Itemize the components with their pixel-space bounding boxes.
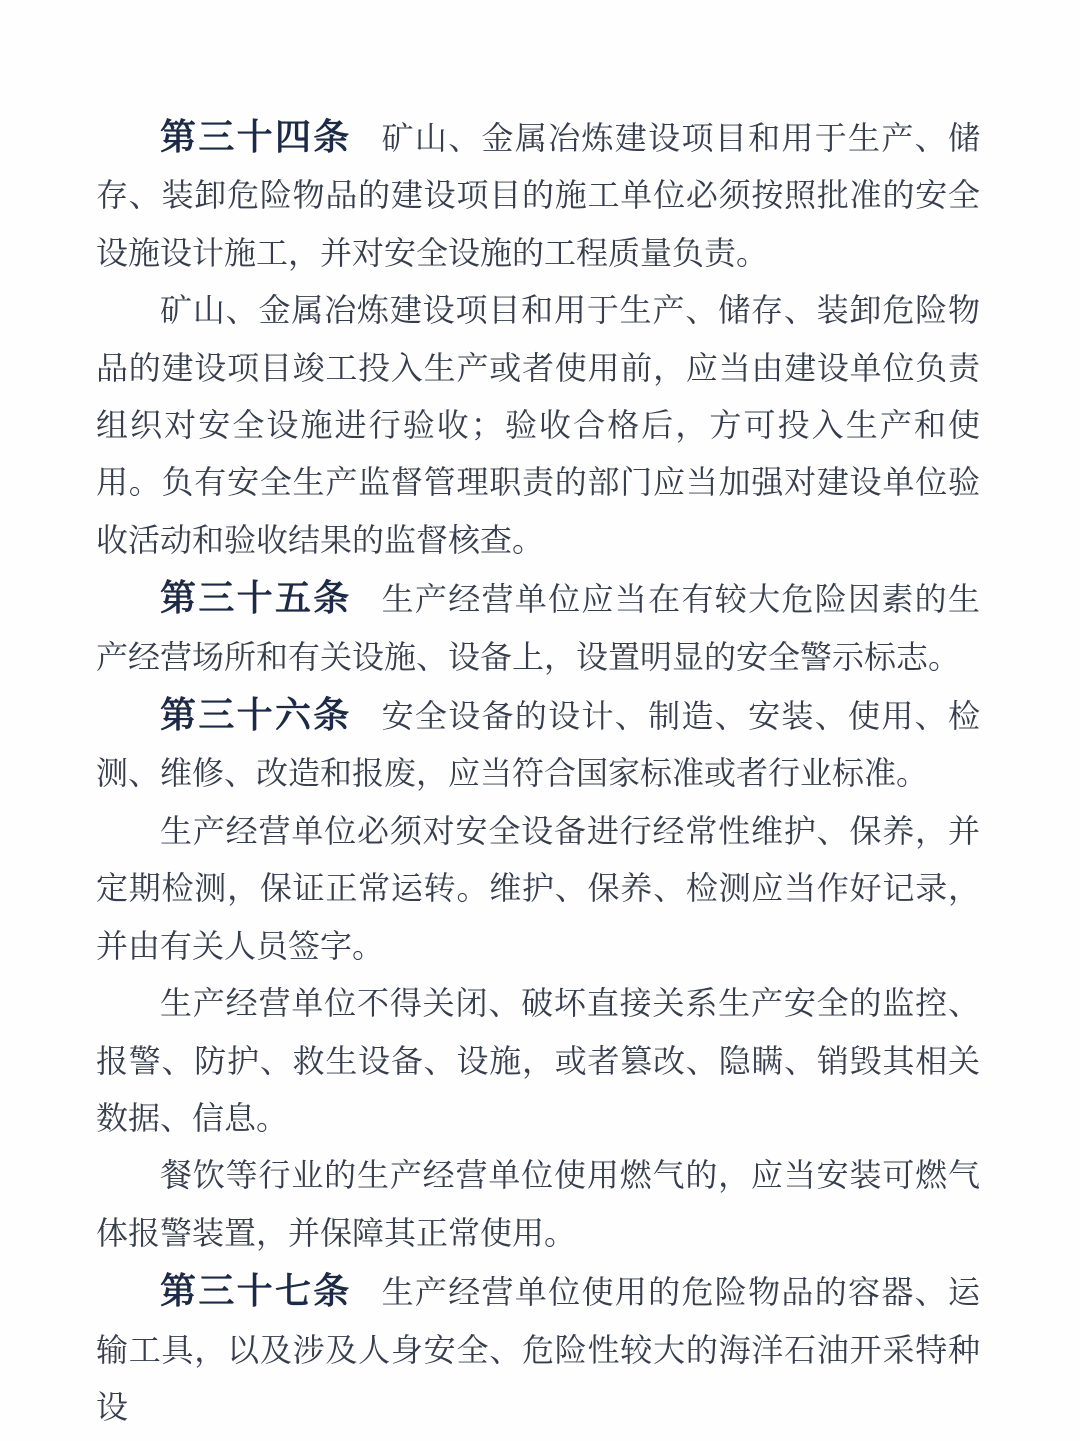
article-number: 第三十六条 [160, 694, 352, 736]
law-paragraph [96, 686, 980, 803]
law-paragraph [96, 108, 980, 282]
paragraph-text: 矿山、金属冶炼建设项目和用于生产、储存、装卸危险物品的建设项目竣工投入生产或者使用前，应当由建设单位负责组织对安全设施进行验收；验收合格后，方可投入生产和使用。负有安全生产监督管理职责的部门应当加强对建设单位验收活动和验收结果的监督核查。 [96, 292, 980, 558]
paragraph-text: 餐饮等行业的生产经营单位使用燃气的，应当安装可燃气体报警装置，并保障其正常使用。 [96, 1157, 980, 1251]
law-paragraph [96, 975, 980, 1147]
paragraph-text: 生产经营单位应当在有较大危险因素的生产经营场所和有关设施、设备上，设置明显的安全警示标志。 [96, 581, 980, 675]
law-paragraph [96, 803, 980, 975]
paragraph-text: 安全设备的设计、制造、安装、使用、检测、维修、改造和报废，应当符合国家标准或者行业标准。 [96, 698, 980, 792]
article-number: 第三十七条 [160, 1270, 352, 1312]
law-paragraph [96, 1147, 980, 1262]
paragraph-text: 生产经营单位使用的危险物品的容器、运输工具，以及涉及人身安全、危险性较大的海洋石油开采特种设 [96, 1274, 980, 1425]
article-number: 第三十五条 [160, 577, 352, 619]
paragraph-text: 生产经营单位不得关闭、破坏直接关系生产安全的监控、报警、防护、救生设备、设施，或者篡改、隐瞒、销毁其相关数据、信息。 [96, 985, 980, 1136]
paragraph-text: 生产经营单位必须对安全设备进行经常性维护、保养，并定期检测，保证正常运转。维护、保养、检测应当作好记录，并由有关人员签字。 [96, 812, 980, 964]
article-number: 第三十四条 [160, 116, 352, 157]
paragraph-text: 矿山、金属冶炼建设项目和用于生产、储存、装卸危险物品的建设项目的施工单位必须按照批准的安全设施设计施工，并对安全设施的工程质量负责。 [96, 120, 980, 271]
law-paragraph [96, 282, 980, 569]
law-text-block [96, 108, 980, 1436]
law-paragraph [96, 569, 980, 686]
law-paragraph [96, 1262, 980, 1436]
